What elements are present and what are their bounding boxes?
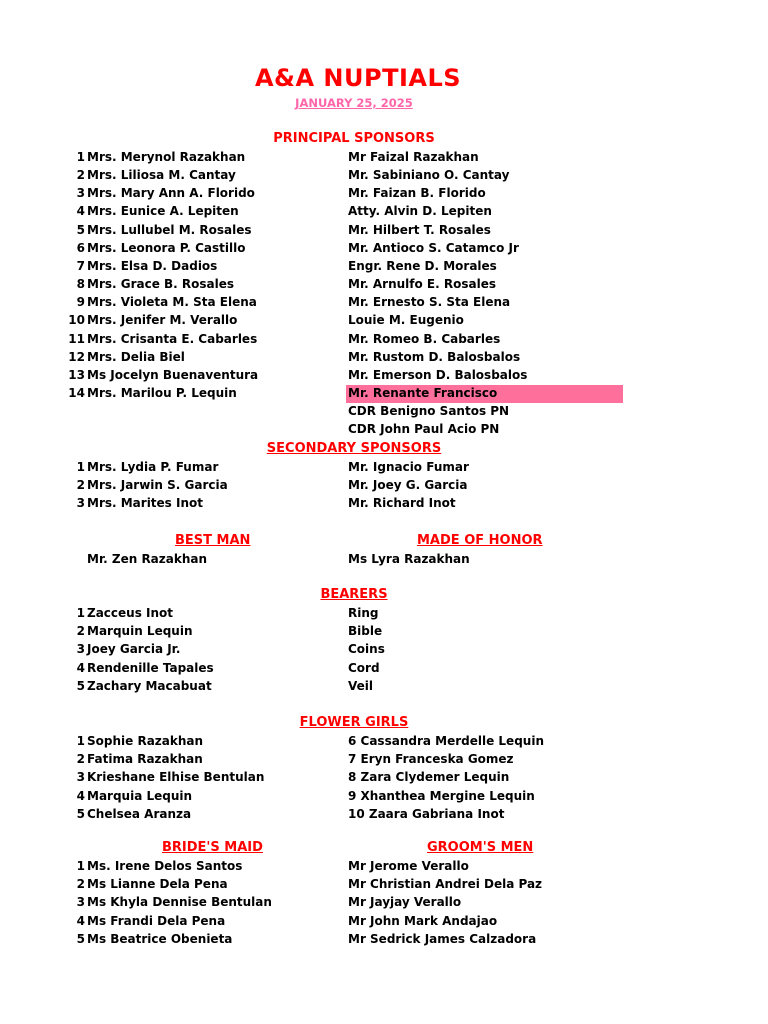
list-item [0,661,768,679]
list-item [0,734,768,752]
list-item [0,259,768,277]
right-name: Bible [348,624,383,639]
right-name: Mr. Arnulfo E. Rosales [348,277,496,292]
entry-number: 12 [68,349,85,364]
list-item [0,877,768,895]
entry-number: 8 [76,277,85,292]
flower-girls-heading: FLOWER GIRLS [299,715,409,730]
left-name: Ms. Irene Delos Santos [87,859,243,873]
right-name: 6 Cassandra Merdelle Lequin [348,734,544,748]
entry-number: 1 [76,460,85,474]
left-name: Mrs. Jarwin S. Garcia [87,478,228,493]
entry-number: 4 [76,788,85,803]
entry-number: 13 [68,367,85,382]
right-name: Mr. Faizan B. Florido [348,186,486,201]
list-item [0,404,768,422]
event-date: JANUARY 25, 2025 [295,96,413,110]
right-name: Mr Faizal Razakhan [348,150,479,164]
left-name: Chelsea Aranza [87,806,192,821]
right-name: 8 Zara Clydemer Lequin [348,770,510,785]
entry-number: 3 [76,496,85,511]
brides-maid-heading: BRIDE'S MAID [162,840,263,855]
list-item [0,478,768,496]
right-name: CDR John Paul Acio PN [348,422,500,437]
right-name: Mr. Joey G. Garcia [348,478,468,493]
list-item [0,914,768,932]
list-item [0,223,768,241]
left-name: Zacceus Inot [87,606,174,620]
list-item [0,642,768,660]
list-item [0,496,768,514]
list-item [0,770,768,788]
right-name: Cord [348,660,380,675]
list-item [0,241,768,259]
entry-number: 6 [76,240,85,255]
list-item [0,624,768,642]
entry-number: 3 [76,642,85,657]
entry-number: 9 [76,295,85,310]
left-name: Mrs. Lydia P. Fumar [87,460,219,474]
secondary-sponsors-heading: SECONDARY SPONSORS [266,441,442,456]
list-item [0,460,768,478]
entry-number: 3 [76,895,85,910]
right-name: Mr Jayjay Verallo [348,895,462,910]
list-item [0,932,768,950]
list-item [0,150,768,168]
left-name: Mrs. Crisanta E. Cabarles [87,331,258,346]
left-name: Mrs. Lullubel M. Rosales [87,222,252,237]
right-name: Ring [348,606,379,620]
left-name: Ms Frandi Dela Pena [87,913,226,928]
left-name: Mrs. Violeta M. Sta Elena [87,295,257,310]
entry-number: 2 [76,478,85,493]
left-name: Ms Khyla Dennise Bentulan [87,895,272,910]
entry-number: 2 [76,624,85,639]
list-item [0,295,768,313]
list-item [0,422,768,440]
entry-number: 3 [76,770,85,785]
right-name: Mr. Hilbert T. Rosales [348,222,491,237]
list-item [0,807,768,825]
entry-number: 4 [76,204,85,219]
right-name: Atty. Alvin D. Lepiten [348,204,492,219]
list-item [0,752,768,770]
list-item [0,679,768,697]
left-name: Marquin Lequin [87,624,193,639]
right-name: Mr Christian Andrei Dela Paz [348,877,543,892]
right-name: 9 Xhanthea Mergine Lequin [348,788,535,803]
right-name: Mr. Emerson D. Balosbalos [348,367,528,382]
left-name: Joey Garcia Jr. [87,642,181,657]
list-item [0,368,768,386]
left-name: Mrs. Delia Biel [87,349,185,364]
list-item [0,277,768,295]
entry-number: 5 [76,222,85,237]
left-name: Mrs. Marilou P. Lequin [87,385,237,400]
best-man-heading: BEST MAN [175,533,251,548]
list-item [0,386,768,404]
right-name: Mr. Ernesto S. Sta Elena [348,295,511,310]
left-name: Zachary Macabuat [87,678,212,693]
entry-number: 7 [76,258,85,273]
grooms-men-heading: GROOM'S MEN [427,840,534,855]
entry-number: 3 [76,186,85,201]
left-name: Ms Lianne Dela Pena [87,877,228,892]
left-name: Mrs. Mary Ann A. Florido [87,186,255,201]
list-item [0,313,768,331]
entry-number: 14 [68,385,85,400]
entry-number: 1 [76,606,85,620]
list-item [0,895,768,913]
entry-number: 2 [76,877,85,892]
left-name: Mrs. Merynol Razakhan [87,150,246,164]
right-name: 10 Zaara Gabriana Inot [348,806,505,821]
left-name: Sophie Razakhan [87,734,204,748]
left-name: Ms Beatrice Obenieta [87,931,233,946]
left-name: Marquia Lequin [87,788,193,803]
list-item [0,168,768,186]
entry-number: 5 [76,806,85,821]
right-name: Mr. Sabiniano O. Cantay [348,168,510,183]
right-name: Mr Sedrick James Calzadora [348,931,537,946]
right-name: Mr. Antioco S. Catamco Jr [348,240,519,255]
left-name: Mrs. Grace B. Rosales [87,277,235,292]
right-name: Mr Jerome Verallo [348,859,469,873]
entry-number: 1 [76,734,85,748]
right-name: Mr. Romeo B. Cabarles [348,331,501,346]
left-name: Fatima Razakhan [87,752,203,767]
right-name: Mr. Richard Inot [348,496,456,511]
left-name: Mrs. Liliosa M. Cantay [87,168,236,183]
right-name: Mr. Rustom D. Balosbalos [348,349,521,364]
list-item [0,606,768,624]
entry-number: 4 [76,913,85,928]
maid-of-honor-heading: MADE OF HONOR [417,533,543,548]
entry-number: 5 [76,931,85,946]
entry-number: 1 [76,859,85,873]
principal-sponsors-heading: PRINCIPAL SPONSORS [273,131,435,146]
left-name: Mrs. Elsa D. Dadios [87,258,218,273]
right-name: Louie M. Eugenio [348,313,464,328]
entry-number: 2 [76,752,85,767]
maid-of-honor-name: Ms Lyra Razakhan [348,552,470,566]
entry-number: 10 [68,313,85,328]
right-name: Mr. Renante Francisco [348,385,498,400]
best-man-name: Mr. Zen Razakhan [87,552,208,566]
left-name: Mrs. Jenifer M. Verallo [87,313,238,328]
entry-number: 5 [76,678,85,693]
right-name: Mr. Ignacio Fumar [348,460,469,474]
entry-number: 1 [76,150,85,164]
bearers-heading: BEARERS [320,587,388,602]
left-name: Mrs. Marites Inot [87,496,203,511]
list-item [0,332,768,350]
list-item [0,186,768,204]
left-name: Ms Jocelyn Buenaventura [87,367,259,382]
entry-number: 11 [68,331,85,346]
list-item [0,204,768,222]
document-title: A&A NUPTIALS [254,64,462,92]
left-name: Mrs. Leonora P. Castillo [87,240,246,255]
list-item [0,789,768,807]
right-name: Mr John Mark Andajao [348,913,498,928]
right-name: Engr. Rene D. Morales [348,258,497,273]
right-name: Coins [348,642,385,657]
right-name: CDR Benigno Santos PN [348,404,510,419]
entry-number: 4 [76,660,85,675]
left-name: Mrs. Eunice A. Lepiten [87,204,239,219]
left-name: Krieshane Elhise Bentulan [87,770,265,785]
list-item [0,350,768,368]
entry-number: 2 [76,168,85,183]
left-name: Rendenille Tapales [87,660,214,675]
right-name: 7 Eryn Franceska Gomez [348,752,514,767]
right-name: Veil [348,678,373,693]
list-item [0,859,768,877]
